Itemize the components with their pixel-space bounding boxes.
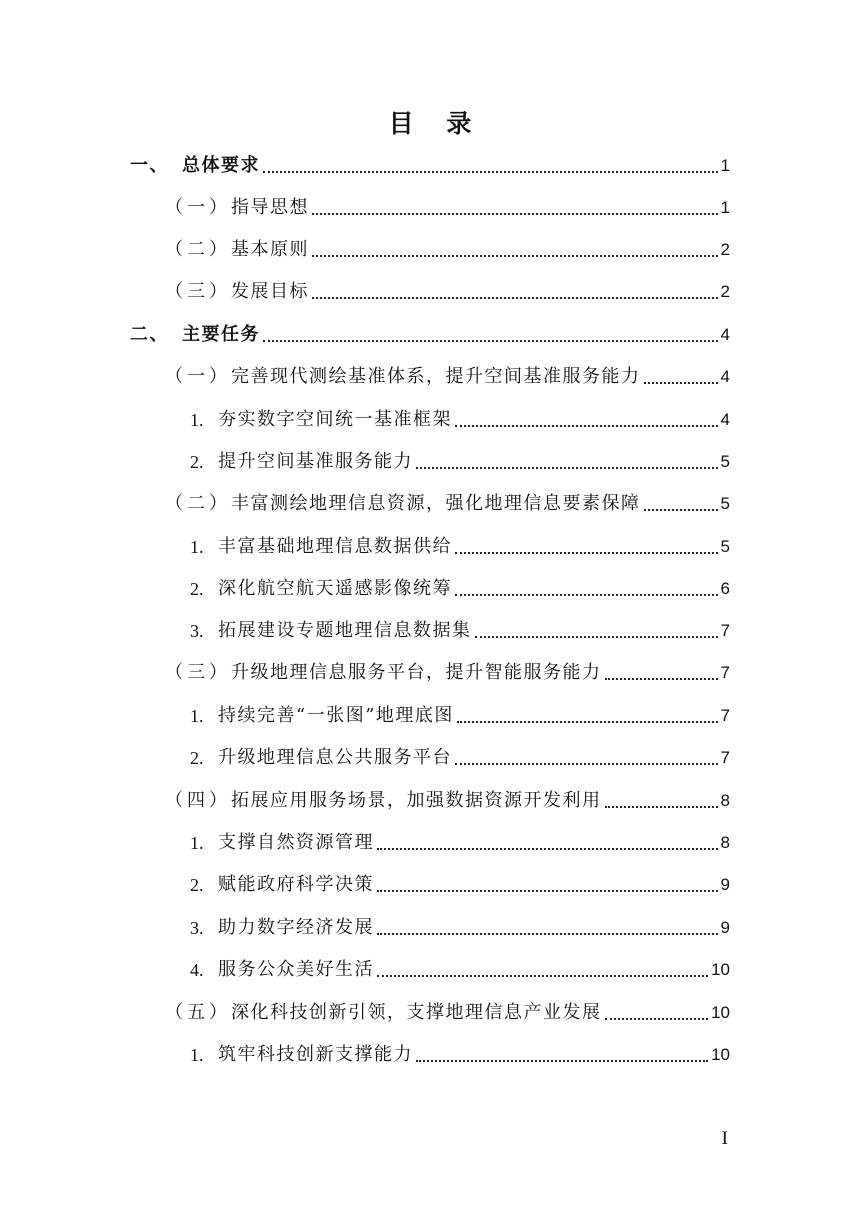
entry-number: 3. [190, 621, 204, 641]
entry-number: 1. [190, 537, 204, 557]
toc-title: 目 录 [388, 109, 484, 138]
entry-title: 主要任务 [182, 324, 260, 345]
dot-leader [605, 678, 718, 680]
toc-entry[interactable] [165, 278, 730, 304]
entry-number: 1. [190, 706, 204, 726]
entry-title: 升级地理信息公共服务平台 [218, 747, 452, 768]
entry-title: 发展目标 [231, 281, 309, 302]
entry-page: 10 [711, 1003, 730, 1022]
entry-page: 4 [720, 410, 730, 429]
toc-entry[interactable] [190, 871, 730, 897]
dot-leader [416, 1060, 708, 1062]
toc-entry[interactable] [190, 744, 730, 770]
toc-entry[interactable] [165, 787, 730, 813]
entry-number: （五） [165, 1002, 231, 1023]
entry-title: 深化科技创新引领，支撑地理信息产业发展 [231, 1002, 602, 1023]
entry-number: 2. [190, 579, 204, 599]
entry-number: 2. [190, 748, 204, 768]
entry-page: 4 [720, 367, 730, 386]
entry-title: 服务公众美好生活 [218, 959, 374, 980]
entry-title: 拓展建设专题地理信息数据集 [218, 620, 472, 641]
entry-number: （三） [165, 281, 231, 302]
dot-leader [263, 340, 718, 342]
entry-title: 升级地理信息服务平台，提升智能服务能力 [231, 662, 602, 683]
dot-leader [312, 255, 718, 257]
dot-leader [475, 636, 718, 638]
dot-leader [455, 763, 718, 765]
dot-leader [416, 467, 718, 469]
dot-leader [455, 425, 718, 427]
entry-title: 支撑自然资源管理 [218, 832, 374, 853]
toc-entry[interactable] [165, 236, 730, 262]
toc-entry[interactable] [190, 1041, 730, 1067]
entry-number: 二、 [130, 324, 169, 345]
entry-page: 1 [720, 156, 730, 175]
entry-title: 指导思想 [231, 197, 309, 218]
dot-leader [377, 890, 718, 892]
toc-entry[interactable] [190, 829, 730, 855]
dot-leader [605, 806, 718, 808]
entry-number: 2. [190, 875, 204, 895]
entry-number: 1. [190, 1045, 204, 1065]
entry-number: （一） [165, 366, 231, 387]
entry-page: 6 [720, 579, 730, 598]
dot-leader [605, 1018, 709, 1020]
dot-leader [644, 382, 718, 384]
dot-leader [312, 213, 718, 215]
entry-page: 10 [711, 960, 730, 979]
toc-entry[interactable] [190, 448, 730, 474]
entry-number: 2. [190, 452, 204, 472]
toc-entry[interactable] [190, 406, 730, 432]
toc-entry[interactable] [190, 617, 730, 643]
entry-page: 4 [720, 325, 730, 344]
entry-title: 丰富基础地理信息数据供给 [218, 536, 452, 557]
dot-leader [377, 975, 708, 977]
toc-entry[interactable] [190, 575, 730, 601]
entry-title: 提升空间基准服务能力 [218, 451, 413, 472]
entry-page: 8 [720, 833, 730, 852]
toc-entry[interactable] [165, 659, 730, 685]
dot-leader [312, 297, 718, 299]
dot-leader [263, 171, 718, 173]
toc-entry[interactable] [130, 152, 730, 178]
entry-number: 3. [190, 918, 204, 938]
toc-entry[interactable] [190, 956, 730, 982]
entry-page: 5 [720, 494, 730, 513]
entry-page: 10 [711, 1045, 730, 1064]
entry-title: 深化航空航天遥感影像统筹 [218, 578, 452, 599]
entry-number: （四） [165, 790, 231, 811]
dot-leader [377, 848, 718, 850]
entry-title: 基本原则 [231, 239, 309, 260]
entry-number: （二） [165, 493, 231, 514]
entry-number: 1. [190, 410, 204, 430]
entry-page: 9 [720, 918, 730, 937]
toc-entry[interactable] [165, 490, 730, 516]
entry-page: 2 [720, 240, 730, 259]
dot-leader [457, 721, 718, 723]
entry-title: 筑牢科技创新支撑能力 [218, 1044, 413, 1065]
entry-page: 7 [720, 706, 730, 725]
entry-page: 2 [720, 282, 730, 301]
entry-number: 1. [190, 833, 204, 853]
entry-page: 7 [720, 621, 730, 640]
entry-number: 4. [190, 960, 204, 980]
toc-entry[interactable] [190, 914, 730, 940]
toc-entry[interactable] [130, 321, 730, 347]
entry-title: 总体要求 [182, 155, 260, 176]
toc-entry[interactable] [190, 702, 730, 728]
toc-entry[interactable] [165, 194, 730, 220]
toc-entry[interactable] [190, 533, 730, 559]
dot-leader [377, 933, 718, 935]
entry-page: 8 [720, 791, 730, 810]
entry-number: （二） [165, 239, 231, 260]
entry-page: 5 [720, 452, 730, 471]
entry-title: 夯实数字空间统一基准框架 [218, 409, 452, 430]
dot-leader [455, 594, 718, 596]
entry-number: （三） [165, 662, 231, 683]
entry-page: 1 [720, 198, 730, 217]
entry-page: 7 [720, 748, 730, 767]
toc-entry[interactable] [165, 363, 730, 389]
entry-number: 一、 [130, 155, 169, 176]
entry-number: （一） [165, 197, 231, 218]
toc-entry[interactable] [165, 999, 730, 1025]
entry-title: 赋能政府科学决策 [218, 874, 374, 895]
page-number: I [721, 1128, 728, 1149]
dot-leader [455, 552, 718, 554]
entry-title: 持续完善“一张图”地理底图 [218, 705, 454, 726]
entry-title: 丰富测绘地理信息资源，强化地理信息要素保障 [231, 493, 641, 514]
entry-page: 5 [720, 537, 730, 556]
entry-page: 9 [720, 875, 730, 894]
entry-title: 拓展应用服务场景，加强数据资源开发利用 [231, 790, 602, 811]
entry-title: 助力数字经济发展 [218, 917, 374, 938]
entry-title: 完善现代测绘基准体系，提升空间基准服务能力 [231, 366, 641, 387]
dot-leader [644, 509, 718, 511]
entry-page: 7 [720, 663, 730, 682]
